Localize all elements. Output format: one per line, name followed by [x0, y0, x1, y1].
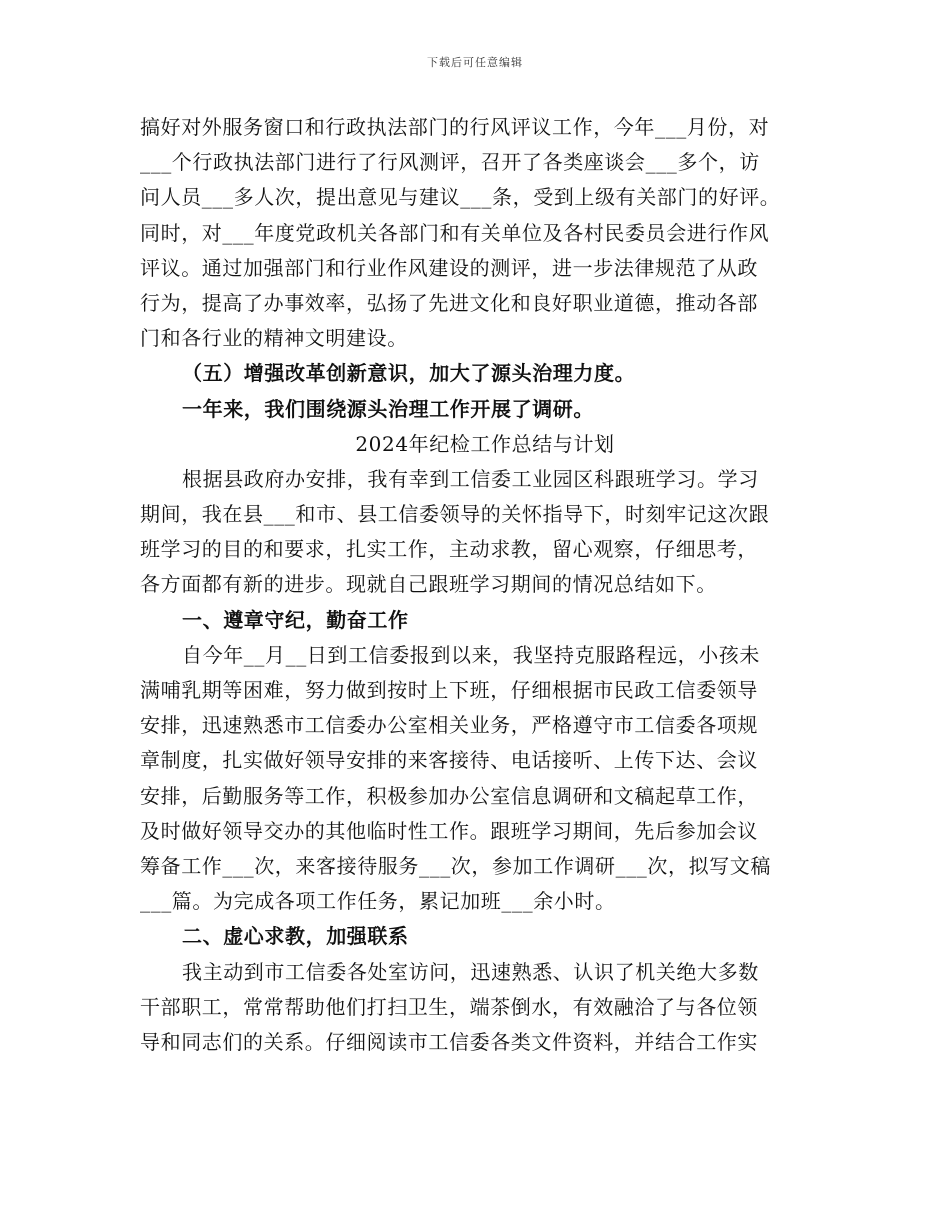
header-note: 下载后可任意编辑 [427, 56, 523, 69]
section2-line-3: 导和同志们的关系。仔细阅读市工信委各类文件资料，并结合工作实 [140, 1029, 758, 1054]
para1-line-1: 搞好对外服务窗口和行政执法部门的行风评议工作，今年___月份，对 [140, 115, 770, 139]
section-one-heading: 一、遵章守纪，勤奋工作 [182, 607, 409, 632]
para1-line-6: 行为，提高了办事效率，弘扬了先进文化和良好职业道德，推动各部 [140, 290, 758, 315]
section1-line-2: 满哺乳期等困难，努力做到按时上下班，仔细根据市民政工信委领导 [140, 678, 758, 702]
section2-line-2: 干部职工，常常帮助他们打扫卫生，端茶倒水，有效融洽了与各位领 [140, 994, 758, 1019]
section1-line-7: 筹备工作___次，来客接待服务___次，参加工作调研___次，拟写文稿 [140, 853, 771, 878]
section-two-heading: 二、虚心求教，加强联系 [182, 924, 409, 949]
para1-line-2: ___个行政执法部门进行了行风测评，召开了各类座谈会___多个，访 [140, 150, 760, 175]
document-title: 2024年纪检工作总结与计划 [355, 431, 615, 456]
section1-line-1: 自今年__月__日到工信委报到以来，我坚持克服路程远，小孩未 [182, 642, 760, 667]
section1-line-8: ___篇。为完成各项工作任务，累记加班___余小时。 [140, 889, 616, 914]
para1-line-7: 门和各行业的精神文明建设。 [140, 326, 408, 351]
para1-line-4: 同时，对___年度党政机关各部门和有关单位及各村民委员会进行作风 [140, 220, 770, 245]
para1-line-5: 评议。通过加强部门和行业作风建设的测评，进一步法律规范了从政 [140, 255, 758, 280]
section1-line-3: 安排，迅速熟悉市工信委办公室相关业务，严格遵守市工信委各项规 [140, 713, 758, 738]
intro-line-4: 各方面都有新的进步。现就自己跟班学习期间的情况总结如下。 [140, 572, 717, 597]
para1-line-3: 问人员___多人次，提出意见与建议___条，受到上级有关部门的好评。 [140, 185, 781, 210]
document-body [140, 110, 830, 1060]
section1-line-6: 及时做好领导交办的其他临时性工作。跟班学习期间，先后参加会议 [140, 818, 758, 843]
section-five-heading: （五）增强改革创新意识，加大了源头治理力度。 [182, 361, 636, 386]
section1-line-4: 章制度，扎实做好领导安排的来客接待、电话接听、上传下达、会议 [140, 748, 758, 773]
intro-line-1: 根据县政府办安排，我有幸到工信委工业园区科跟班学习。学习 [182, 466, 759, 491]
intro-line-2: 期间，我在县___和市、县工信委领导的关怀指导下，时刻牢记这次跟 [140, 502, 770, 527]
section2-line-1: 我主动到市工信委各处室访问，迅速熟悉、认识了机关绝大多数 [182, 959, 759, 984]
intro-line-3: 班学习的目的和要求，扎实工作，主动求教，留心观察，仔细思考， [140, 537, 758, 562]
section1-line-5: 安排，后勤服务等工作，积极参加办公室信息调研和文稿起草工作， [140, 783, 758, 808]
summary-sentence: 一年来，我们围绕源头治理工作开展了调研。 [182, 396, 594, 421]
